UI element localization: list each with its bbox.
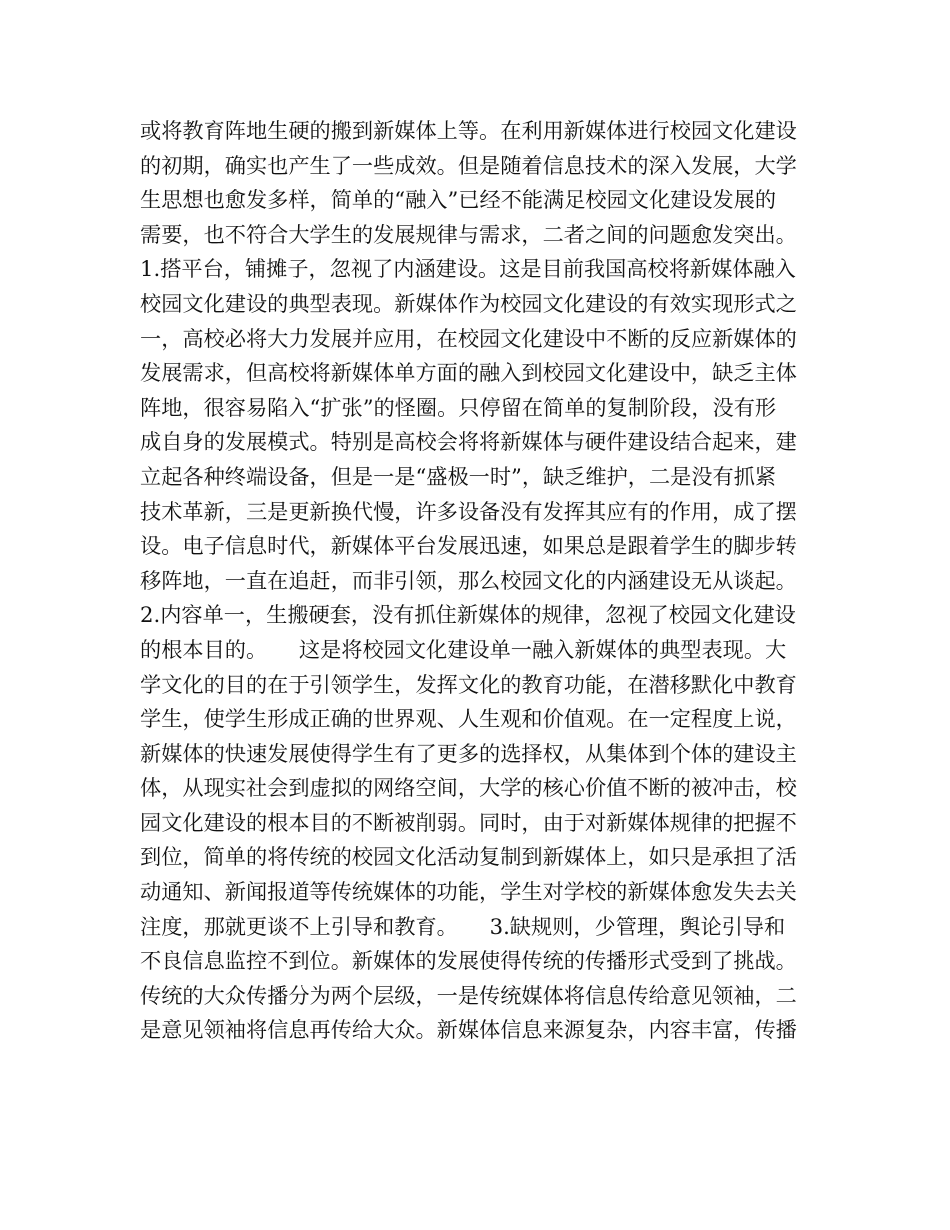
text-line: 移阵地，一直在追赶，而非引领，那么校园文化的内涵建设无从谈起。: [140, 567, 797, 593]
text-line: 动通知、新闻报道等传统媒体的功能，学生对学校的新媒体愈发失去关: [140, 879, 797, 905]
text-line: 园文化建设的根本目的不断被削弱。同时，由于对新媒体规律的把握不: [140, 809, 797, 835]
text-line: 一，高校必将大力发展并应用，在校园文化建设中不断的反应新媒体的: [140, 325, 797, 351]
text-line: 校园文化建设的典型表现。新媒体作为校园文化建设的有效实现形式之: [140, 290, 797, 316]
text-line: 阵地，很容易陷入“扩张”的怪圈。只停留在简单的复制阶段，没有形: [140, 394, 777, 420]
text-line: 立起各种终端设备，但是一是“盛极一时”，缺乏维护，二是没有抓紧: [140, 463, 777, 489]
text-line: 的初期，确实也产生了一些成效。但是随着信息技术的深入发展，大学: [140, 152, 797, 178]
text-line: 1.搭平台，铺摊子，忽视了内涵建设。这是目前我国高校将新媒体融入: [140, 256, 796, 282]
text-line: 学文化的目的在于引领学生，发挥文化的教育功能，在潜移默化中教育: [140, 671, 797, 697]
text-line: 的根本目的。 这是将校园文化建设单一融入新媒体的典型表现。大: [140, 636, 787, 662]
text-line: 体，从现实社会到虚拟的网络空间，大学的核心价值不断的被冲击，校: [140, 775, 797, 801]
text-line: 需要，也不符合大学生的发展规律与需求，二者之间的问题愈发突出。: [140, 221, 797, 247]
text-line: 技术革新，三是更新换代慢，许多设备没有发挥其应有的作用，成了摆: [140, 498, 797, 524]
text-line: 2.内容单一，生搬硬套，没有抓住新媒体的规律，忽视了校园文化建设: [140, 602, 796, 628]
text-line: 学生，使学生形成正确的世界观、人生观和价值观。在一定程度上说，: [140, 706, 797, 732]
text-line: 是意见领袖将信息再传给大众。新媒体信息来源复杂，内容丰富，传播: [140, 1017, 797, 1043]
text-line: 传统的大众传播分为两个层级，一是传统媒体将信息传给意见领袖，二: [140, 982, 797, 1008]
text-line: 到位，简单的将传统的校园文化活动复制到新媒体上，如只是承担了活: [140, 844, 797, 870]
text-line: 不良信息监控不到位。新媒体的发展使得传统的传播形式受到了挑战。: [140, 948, 797, 974]
text-line: 注度，那就更谈不上引导和教育。 3.缺规则，少管理，舆论引导和: [140, 913, 786, 939]
body-text: [140, 114, 830, 1048]
text-line: 设。电子信息时代，新媒体平台发展迅速，如果总是跟着学生的脚步转: [140, 533, 797, 559]
text-line: 或将教育阵地生硬的搬到新媒体上等。在利用新媒体进行校园文化建设: [140, 118, 797, 143]
text-line: 成自身的发展模式。特别是高校会将将新媒体与硬件建设结合起来，建: [140, 429, 797, 455]
text-line: 发展需求，但高校将新媒体单方面的融入到校园文化建设中，缺乏主体: [140, 360, 797, 386]
text-line: 新媒体的快速发展使得学生有了更多的选择权，从集体到个体的建设主: [140, 740, 797, 766]
text-line: 生思想也愈发多样，简单的“融入”已经不能满足校园文化建设发展的: [140, 187, 777, 213]
